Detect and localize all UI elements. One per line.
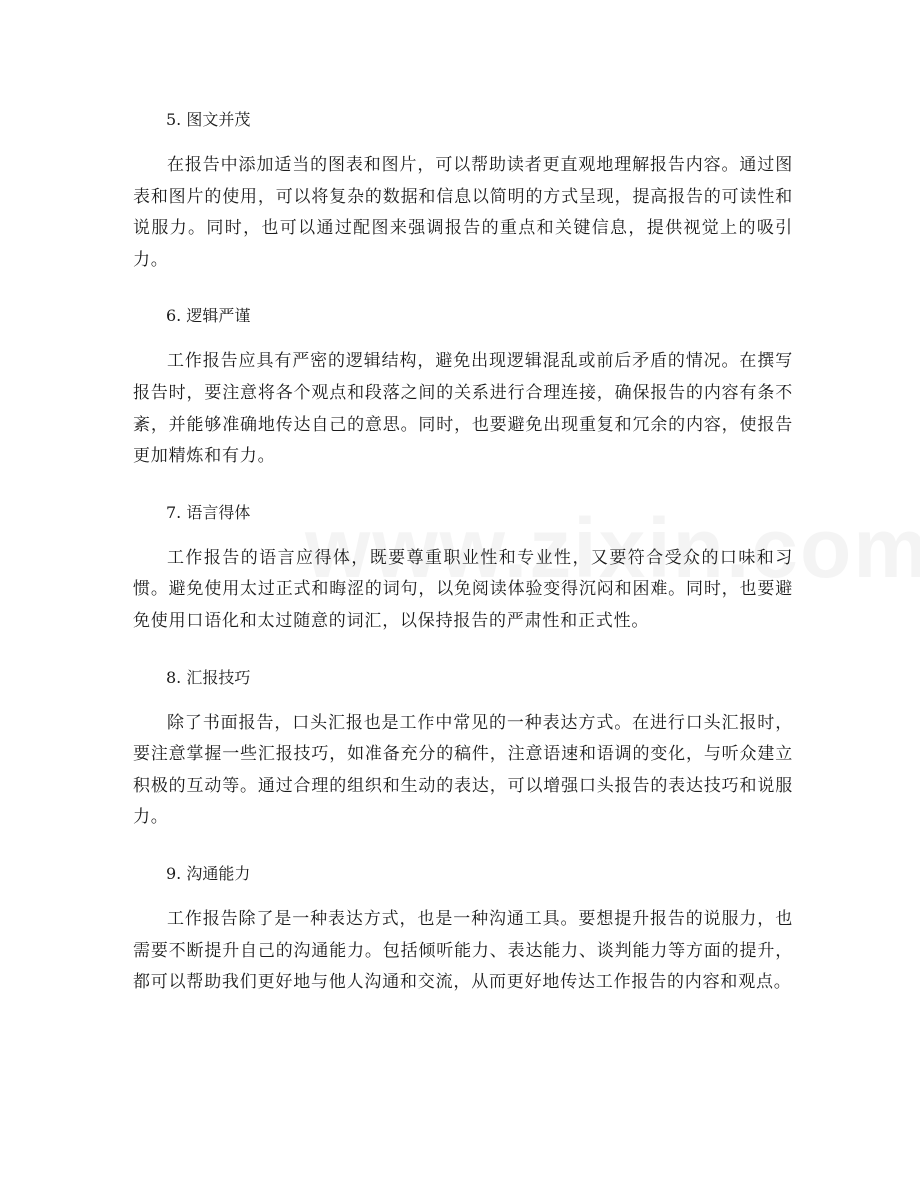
- section-5: [133, 104, 793, 276]
- section-heading: 5. 图文并茂: [166, 110, 251, 129]
- section-8: [133, 662, 793, 834]
- section-9: [133, 858, 793, 999]
- section-heading: 8. 汇报技巧: [166, 667, 251, 687]
- section-heading: 9. 沟通能力: [166, 863, 251, 883]
- section-paragraph: 在报告中添加适当的图表和图片，可以帮助读者更直观地理解报告内容。通过图表和图片的使用，可以将复杂的数据和信息以简明的方式呈现，提高报告的可读性和说服力。同时，也可以通过配图来强调报告的重点和关键信息，提供视觉上的吸引力。: [133, 155, 793, 270]
- section-paragraph: 工作报告除了是一种表达方式，也是一种沟通工具。要想提升报告的说服力，也需要不断提升自己的沟通能力。包括倾听能力、表达能力、谈判能力等方面的提升，都可以帮助我们更好地与他人沟通和交流，从而更好地传达工作报告的内容和观点。: [133, 908, 793, 993]
- document-content: [133, 104, 793, 1023]
- section-7: [133, 497, 793, 638]
- section-paragraph: 工作报告应具有严密的逻辑结构，避免出现逻辑混乱或前后矛盾的情况。在撰写报告时，要注意将各个观点和段落之间的关系进行合理连接，确保报告的内容有条不紊，并能够准确地传达自己的意思。同时，也要避免出现重复和冗余的内容，使报告更加精炼和有力。: [133, 351, 793, 467]
- section-6: [133, 300, 793, 472]
- section-heading: 6. 逻辑严谨: [166, 306, 251, 326]
- section-heading: 7. 语言得体: [166, 502, 251, 522]
- section-paragraph: 工作报告的语言应得体，既要尊重职业性和专业性，又要符合受众的口味和习惯。避免使用太过正式和晦涩的词句，以免阅读体验变得沉闷和困难。同时，也要避免使用口语化和太过随意的词汇，以保持报告的严肃性和正式性。: [133, 547, 793, 631]
- section-paragraph: 除了书面报告，口头汇报也是工作中常见的一种表达方式。在进行口头汇报时，要注意掌握一些汇报技巧，如准备充分的稿件，注意语速和语调的变化，与听众建立积极的互动等。通过合理的组织和生动的表达，可以增强口头报告的表达技巧和说服力。: [133, 712, 793, 828]
